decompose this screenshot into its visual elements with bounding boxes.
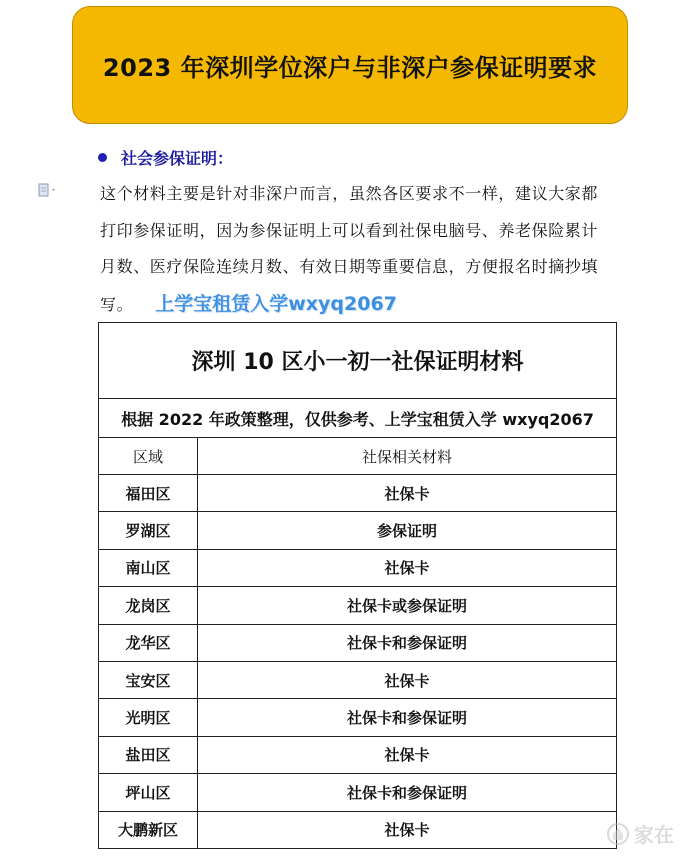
materials-cell: 社保卡 [198, 736, 617, 773]
district-cell: 罗湖区 [99, 512, 198, 549]
materials-cell: 社保卡和参保证明 [198, 624, 617, 661]
inline-watermark: 上学宝租赁入学wxyq2067 [155, 292, 397, 315]
table-row [99, 475, 617, 512]
district-cell: 宝安区 [99, 661, 198, 698]
document-icon [38, 183, 60, 197]
district-cell: 盐田区 [99, 736, 198, 773]
district-cell: 光明区 [99, 699, 198, 736]
materials-cell: 社保卡和参保证明 [198, 774, 617, 811]
title-banner [72, 6, 628, 124]
district-cell: 南山区 [99, 549, 198, 586]
site-logo-watermark [604, 812, 694, 852]
table-header-row [99, 438, 617, 475]
materials-cell: 社保卡 [198, 811, 617, 848]
district-cell: 大鹏新区 [99, 811, 198, 848]
district-cell: 福田区 [99, 475, 198, 512]
materials-cell: 参保证明 [198, 512, 617, 549]
materials-cell: 社保卡或参保证明 [198, 587, 617, 624]
section-heading [98, 146, 233, 169]
materials-cell: 社保卡 [198, 475, 617, 512]
paragraph-line-end: 写。 [100, 294, 134, 314]
table-row [99, 549, 617, 586]
district-cell: 坪山区 [99, 774, 198, 811]
logo-watermark-text: 家在 [634, 823, 674, 847]
paragraph-line: 打印参保证明，因为参保证明上可以看到社保电脑号、养老保险累计 [100, 220, 599, 240]
materials-cell: 社保卡 [198, 661, 617, 698]
materials-table-container [98, 322, 617, 849]
table-row [99, 661, 617, 698]
column-header-materials: 社保相关材料 [198, 438, 617, 475]
table-row [99, 587, 617, 624]
table-row [99, 736, 617, 773]
page-title: 2023 年深圳学位深户与非深户参保证明要求 [102, 53, 598, 82]
section-heading-label: 社会参保证明： [121, 149, 234, 168]
paragraph-line: 这个材料主要是针对非深户而言，虽然各区要求不一样，建议大家都 [100, 184, 599, 203]
table-row [99, 624, 617, 661]
column-header-district: 区域 [99, 438, 198, 475]
body-paragraph [100, 176, 610, 323]
materials-cell: 社保卡 [198, 549, 617, 586]
table-subtitle: 根据 2022 年政策整理，仅供参考、上学宝租赁入学 wxyq2067 [99, 399, 617, 438]
materials-cell: 社保卡和参保证明 [198, 699, 617, 736]
paragraph-line: 月数、医疗保险连续月数、有效日期等重要信息，方便报名时摘抄填 [100, 257, 599, 276]
table-title: 深圳 10 区小一初一社保证明材料 [99, 323, 617, 399]
bullet-icon [98, 153, 107, 162]
table-row [99, 512, 617, 549]
table-row [99, 699, 617, 736]
materials-table [98, 322, 617, 849]
table-row [99, 774, 617, 811]
paragraph-last-line [100, 286, 610, 324]
district-cell: 龙岗区 [99, 587, 198, 624]
table-row [99, 811, 617, 848]
district-cell: 龙华区 [99, 624, 198, 661]
